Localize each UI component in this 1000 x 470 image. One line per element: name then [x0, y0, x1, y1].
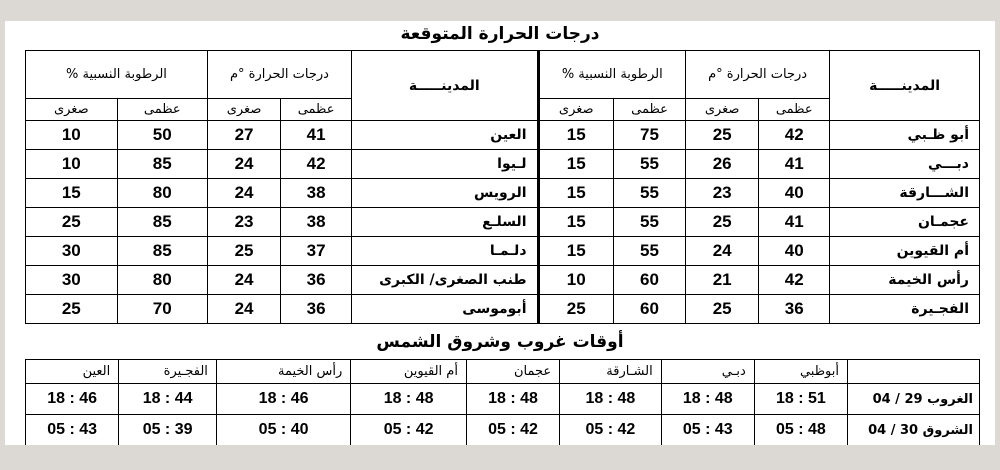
sun-time: 05 : 48	[754, 415, 847, 446]
sun-city-header: أبوظبي	[754, 360, 847, 384]
forecast-sheet	[5, 21, 995, 445]
min-humidity: 15	[538, 208, 613, 237]
max-humidity: 80	[117, 266, 207, 295]
max-temp: 40	[759, 179, 830, 208]
max-humidity: 55	[613, 150, 685, 179]
table-row	[26, 150, 980, 179]
sun-time: 05 : 39	[119, 415, 217, 446]
sun-city-header: أم القيوين	[351, 360, 467, 384]
max-humidity: 85	[117, 208, 207, 237]
max-temp: 36	[759, 295, 830, 324]
sun-city-header: الشـارقة	[560, 360, 662, 384]
city-name: الشـــارقة	[830, 179, 980, 208]
temperature-header-left: درجات الحرارة °م	[207, 51, 351, 99]
min-humidity: 15	[538, 179, 613, 208]
temperature-humidity-table	[25, 50, 980, 324]
max-temp: 42	[281, 150, 352, 179]
min-temp: 21	[686, 266, 759, 295]
table-row	[26, 384, 980, 415]
city-name: دبـــي	[830, 150, 980, 179]
max-humidity: 55	[613, 237, 685, 266]
max-temp: 36	[281, 266, 352, 295]
max-temp-header: عظمى	[281, 99, 352, 121]
max-humidity: 85	[117, 150, 207, 179]
sun-time: 18 : 48	[560, 384, 662, 415]
max-temp: 41	[759, 208, 830, 237]
city-name: رأس الخيمة	[830, 266, 980, 295]
sun-time: 18 : 46	[26, 384, 119, 415]
sun-header-corner	[848, 360, 980, 384]
city-name: دلـمـا	[352, 237, 538, 266]
background-band	[0, 445, 1000, 470]
max-humidity: 50	[117, 121, 207, 150]
city-name: الفجـيرة	[830, 295, 980, 324]
max-temp: 37	[281, 237, 352, 266]
sun-time: 05 : 42	[351, 415, 467, 446]
sun-time: 18 : 44	[119, 384, 217, 415]
min-temp-header: صغرى	[207, 99, 280, 121]
sun-time: 18 : 51	[754, 384, 847, 415]
min-humidity: 10	[26, 121, 118, 150]
min-temp: 24	[686, 237, 759, 266]
min-humidity: 10	[538, 266, 613, 295]
table-row	[26, 295, 980, 324]
table-row	[26, 237, 980, 266]
min-temp-header: صغرى	[686, 99, 759, 121]
min-temp: 23	[207, 208, 280, 237]
min-temp: 24	[207, 179, 280, 208]
min-humidity: 10	[26, 150, 118, 179]
city-name: العين	[352, 121, 538, 150]
humidity-header-left: الرطوبة النسبية %	[26, 51, 208, 99]
table-row	[26, 121, 980, 150]
temperatures-title: درجات الحرارة المتوقعة	[400, 24, 600, 44]
sun-time: 18 : 46	[216, 384, 350, 415]
temperature-header-right: درجات الحرارة °م	[686, 51, 830, 99]
min-temp: 24	[207, 266, 280, 295]
table-row	[26, 415, 980, 446]
city-name: أبو ظـبي	[830, 121, 980, 150]
city-name: عجمـان	[830, 208, 980, 237]
max-humidity: 55	[613, 208, 685, 237]
max-temp: 41	[281, 121, 352, 150]
sun-time: 05 : 43	[661, 415, 754, 446]
max-temp: 36	[281, 295, 352, 324]
city-name: أبوموسى	[352, 295, 538, 324]
city-name: طنب الصغرى/ الكبرى	[352, 266, 538, 295]
max-humidity: 85	[117, 237, 207, 266]
sun-row-label: الغروب 29 / 04	[848, 384, 980, 415]
humidity-header-right: الرطوبة النسبية %	[538, 51, 686, 99]
max-humidity: 80	[117, 179, 207, 208]
max-temp: 38	[281, 179, 352, 208]
sun-time: 05 : 42	[466, 415, 559, 446]
max-temp: 38	[281, 208, 352, 237]
city-name: السلـع	[352, 208, 538, 237]
sun-time: 05 : 43	[26, 415, 119, 446]
sun-time: 18 : 48	[351, 384, 467, 415]
max-humidity-header: عظمى	[117, 99, 207, 121]
min-temp: 26	[686, 150, 759, 179]
min-humidity: 15	[538, 237, 613, 266]
min-temp: 23	[686, 179, 759, 208]
sun-city-header: الفجـيرة	[119, 360, 217, 384]
max-temp-header: عظمى	[759, 99, 830, 121]
min-temp: 24	[207, 295, 280, 324]
sun-city-header: رأس الخيمة	[216, 360, 350, 384]
max-humidity: 70	[117, 295, 207, 324]
city-header-right: المدينـــــة	[830, 51, 980, 121]
city-name: أم القيوين	[830, 237, 980, 266]
min-temp: 24	[207, 150, 280, 179]
min-temp: 27	[207, 121, 280, 150]
sun-time: 18 : 48	[466, 384, 559, 415]
sun-city-header: دبـي	[661, 360, 754, 384]
max-humidity: 60	[613, 295, 685, 324]
min-humidity: 30	[26, 266, 118, 295]
min-humidity: 25	[538, 295, 613, 324]
sun-times-title: أوقات غروب وشروق الشمس	[376, 332, 624, 352]
min-humidity-header: صغرى	[538, 99, 613, 121]
min-temp: 25	[207, 237, 280, 266]
max-temp: 42	[759, 266, 830, 295]
city-header-left: المدينـــــة	[352, 51, 538, 121]
max-humidity: 55	[613, 179, 685, 208]
sun-time: 18 : 48	[661, 384, 754, 415]
min-humidity: 15	[538, 121, 613, 150]
table-row	[26, 266, 980, 295]
max-humidity: 60	[613, 266, 685, 295]
min-temp: 25	[686, 295, 759, 324]
sun-row-label: الشروق 30 / 04	[848, 415, 980, 446]
sun-header-row	[26, 360, 980, 384]
sun-city-header: عجمان	[466, 360, 559, 384]
max-humidity-header: عظمى	[613, 99, 685, 121]
city-name: لـيوا	[352, 150, 538, 179]
max-temp: 40	[759, 237, 830, 266]
min-temp: 25	[686, 121, 759, 150]
min-temp: 25	[686, 208, 759, 237]
max-humidity: 75	[613, 121, 685, 150]
sun-time: 05 : 42	[560, 415, 662, 446]
max-temp: 42	[759, 121, 830, 150]
table-row	[26, 179, 980, 208]
sun-time: 05 : 40	[216, 415, 350, 446]
min-humidity: 15	[26, 179, 118, 208]
min-humidity-header: صغرى	[26, 99, 118, 121]
min-humidity: 25	[26, 208, 118, 237]
min-humidity: 25	[26, 295, 118, 324]
max-temp: 41	[759, 150, 830, 179]
min-humidity: 15	[538, 150, 613, 179]
table-row	[26, 208, 980, 237]
sun-times-table	[25, 359, 980, 446]
sun-city-header: العين	[26, 360, 119, 384]
city-name: الرويس	[352, 179, 538, 208]
min-humidity: 30	[26, 237, 118, 266]
